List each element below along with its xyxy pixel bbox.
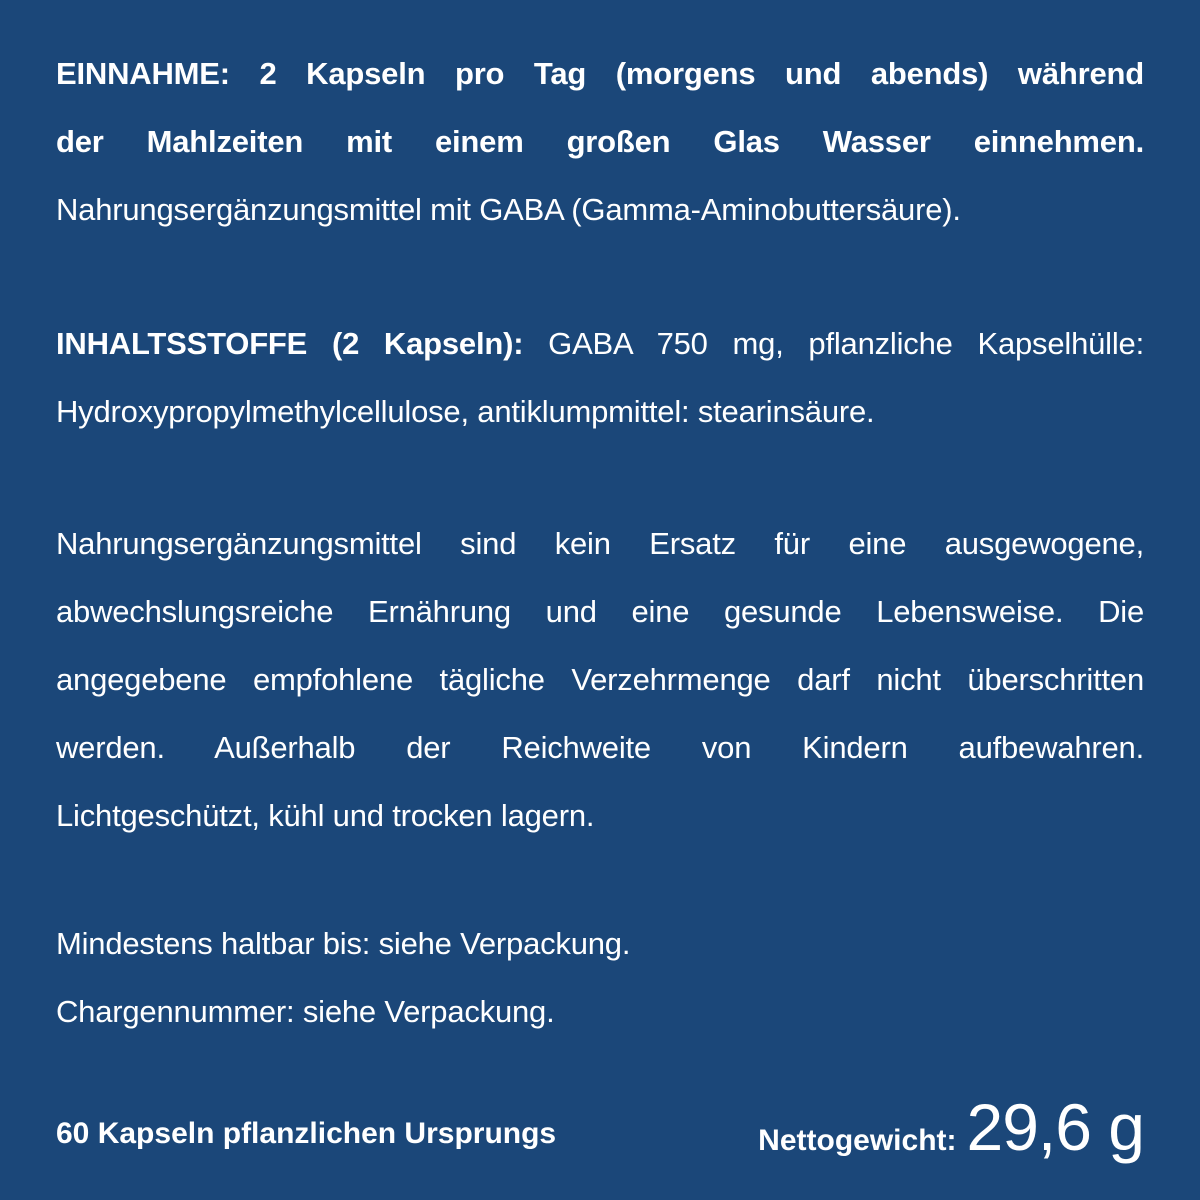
warning-line-4: werden. Außerhalb der Reichweite von Kindern aufbewahren. <box>56 730 1144 765</box>
warning-section <box>56 510 1144 850</box>
net-weight-value: 29,6 g <box>966 1090 1144 1164</box>
ingredients-line-1-text: GABA 750 mg, pflanzliche Kapselhülle: <box>523 326 1144 361</box>
ingredients-line-1 <box>56 310 1144 378</box>
ingredients-line-2: Hydroxypropylmethylcellulose, antiklumpmittel: stearinsäure. <box>56 394 875 429</box>
warning-line-5: Lichtgeschützt, kühl und trocken lagern. <box>56 798 595 833</box>
usage-line-2: der Mahlzeiten mit einem großen Glas Wasser einnehmen. <box>56 124 1144 159</box>
usage-section <box>56 40 1144 244</box>
footer <box>56 1085 1144 1165</box>
usage-line-1: EINNAHME: 2 Kapseln pro Tag (morgens und abends) während <box>56 56 1144 91</box>
capsule-count-text: 60 Kapseln pflanzlichen Ursprungs <box>56 1117 557 1150</box>
net-weight-label: Nettogewicht: <box>758 1124 957 1157</box>
net-weight <box>758 1089 1144 1165</box>
warning-line-1: Nahrungsergänzungsmittel sind kein Ersatz für eine ausgewogene, <box>56 526 1144 561</box>
ingredients-label: INHALTSSTOFFE (2 Kapseln): <box>56 326 524 361</box>
batch-number-text: Chargennummer: siehe Verpackung. <box>56 994 555 1029</box>
warning-line-2: abwechslungsreiche Ernährung und eine gesunde Lebensweise. Die <box>56 594 1144 629</box>
warning-line-3: angegebene empfohlene tägliche Verzehrmenge darf nicht überschritten <box>56 662 1144 697</box>
dates-section <box>56 910 1144 1046</box>
best-before-text: Mindestens haltbar bis: siehe Verpackung. <box>56 926 631 961</box>
ingredients-section <box>56 310 1144 446</box>
usage-line-3: Nahrungsergänzungsmittel mit GABA (Gamma-Aminobuttersäure). <box>56 192 961 227</box>
